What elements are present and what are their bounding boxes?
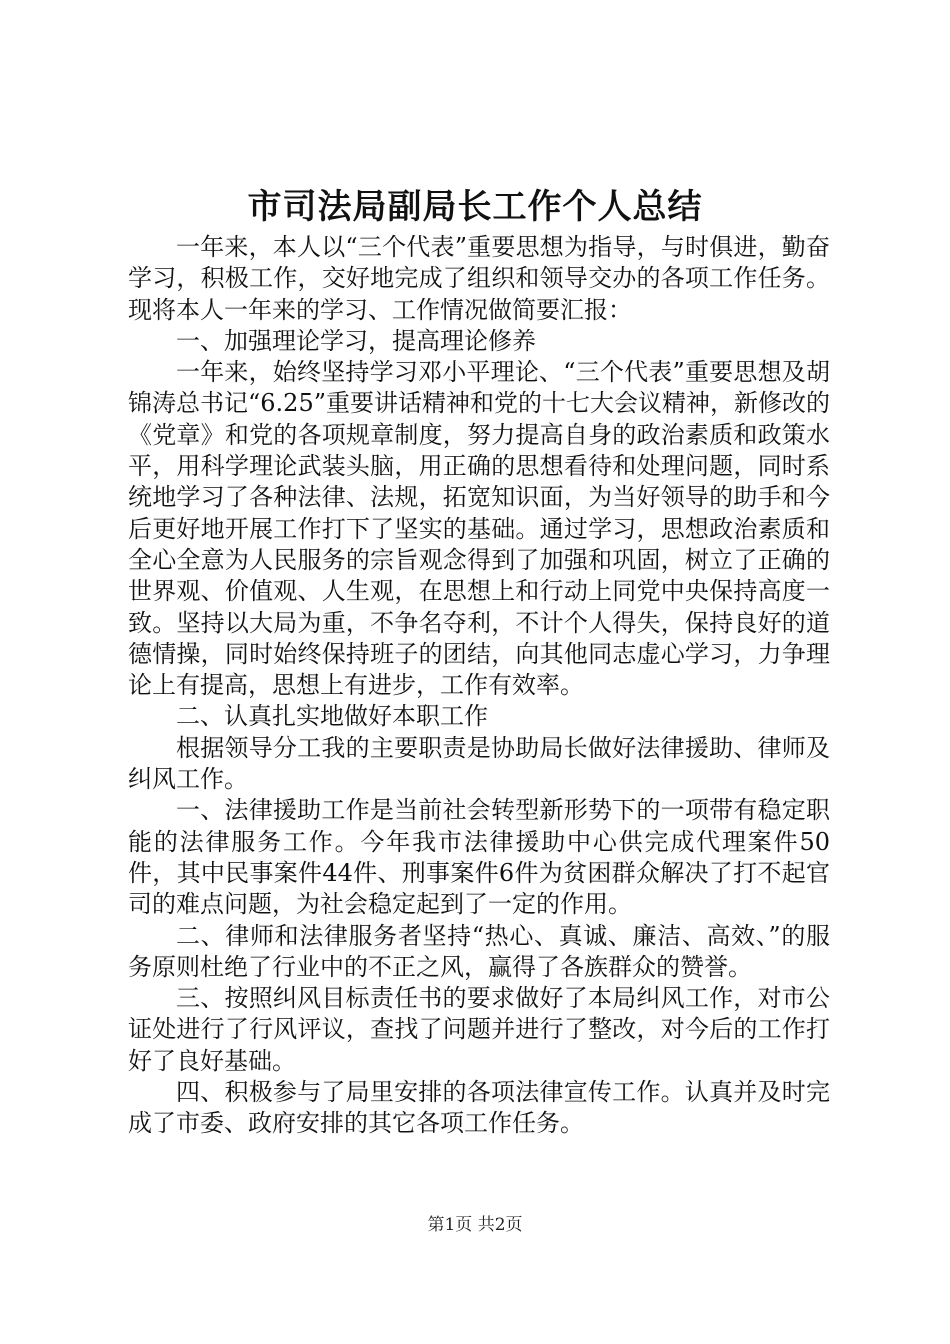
section-heading-theory: 一、加强理论学习，提高理论修养 <box>176 326 536 355</box>
theory-paragraph: 一年来，始终坚持学习邓小平理论、“三个代表”重要思想及胡锦涛总书记“6.25”重要讲话精神和党的十七大会议精神，新修改的《党章》和党的各项规章制度，努力提高自身的政治素质和政策水平，用科学理论武装头脑，用正确的思想看待和处理问题，同时系统地学习了各种法律、法规，拓宽知识面，为当好领导的助手和今后更好地开展工作打下了坚实的基础。通过学习，思想政治素质和全心全意为人民服务的宗旨观念得到了加强和巩固，树立了正确的世界观、价值观、人生观，在思想上和行动上同党中央保持高度一致。坚持以大局为重，不争名夺利，不计个人得失，保持良好的道德情操，同时始终保持班子的团结，向其他同志虚心学习，力争理论上有提高，思想上有进步，工作有效率。 <box>128 358 830 700</box>
legal-aid-paragraph: 一、法律援助工作是当前社会转型新形势下的一项带有稳定职能的法律服务工作。今年我市法律援助中心供完成代理案件50件，其中民事案件44件、刑事案件6件为贫困群众解决了打不起官司的难点问题，为社会稳定起到了一定的作用。 <box>128 796 830 919</box>
publicity-paragraph: 四、积极参与了局里安排的各项法律宣传工作。认真并及时完成了市委、政府安排的其它各项工作任务。 <box>128 1078 830 1138</box>
rectification-paragraph: 三、按照纠风目标责任书的要求做好了本局纠风工作，对市公证处进行了行风评议，查找了问题并进行了整改，对今后的工作打好了良好基础。 <box>128 984 830 1075</box>
page-footer: 第1页 共2页 <box>427 1215 523 1235</box>
lawyers-paragraph: 二、律师和法律服务者坚持“热心、真诚、廉洁、高效、”的服务原则杜绝了行业中的不正之风，赢得了各族群众的赞誉。 <box>128 921 830 981</box>
duties-paragraph: 根据领导分工我的主要职责是协助局长做好法律援助、律师及纠风工作。 <box>128 733 830 794</box>
document-title: 市司法局副局长工作个人总结 <box>247 187 703 227</box>
section-heading-duties: 二、认真扎实地做好本职工作 <box>176 702 488 731</box>
intro-paragraph: 一年来，本人以“三个代表”重要思想为指导，与时俱进，勤奋学习，积极工作，交好地完成了组织和领导交办的各项工作任务。现将本人一年来的学习、工作情况做简要汇报： <box>128 233 830 324</box>
document-body <box>128 232 830 1140</box>
